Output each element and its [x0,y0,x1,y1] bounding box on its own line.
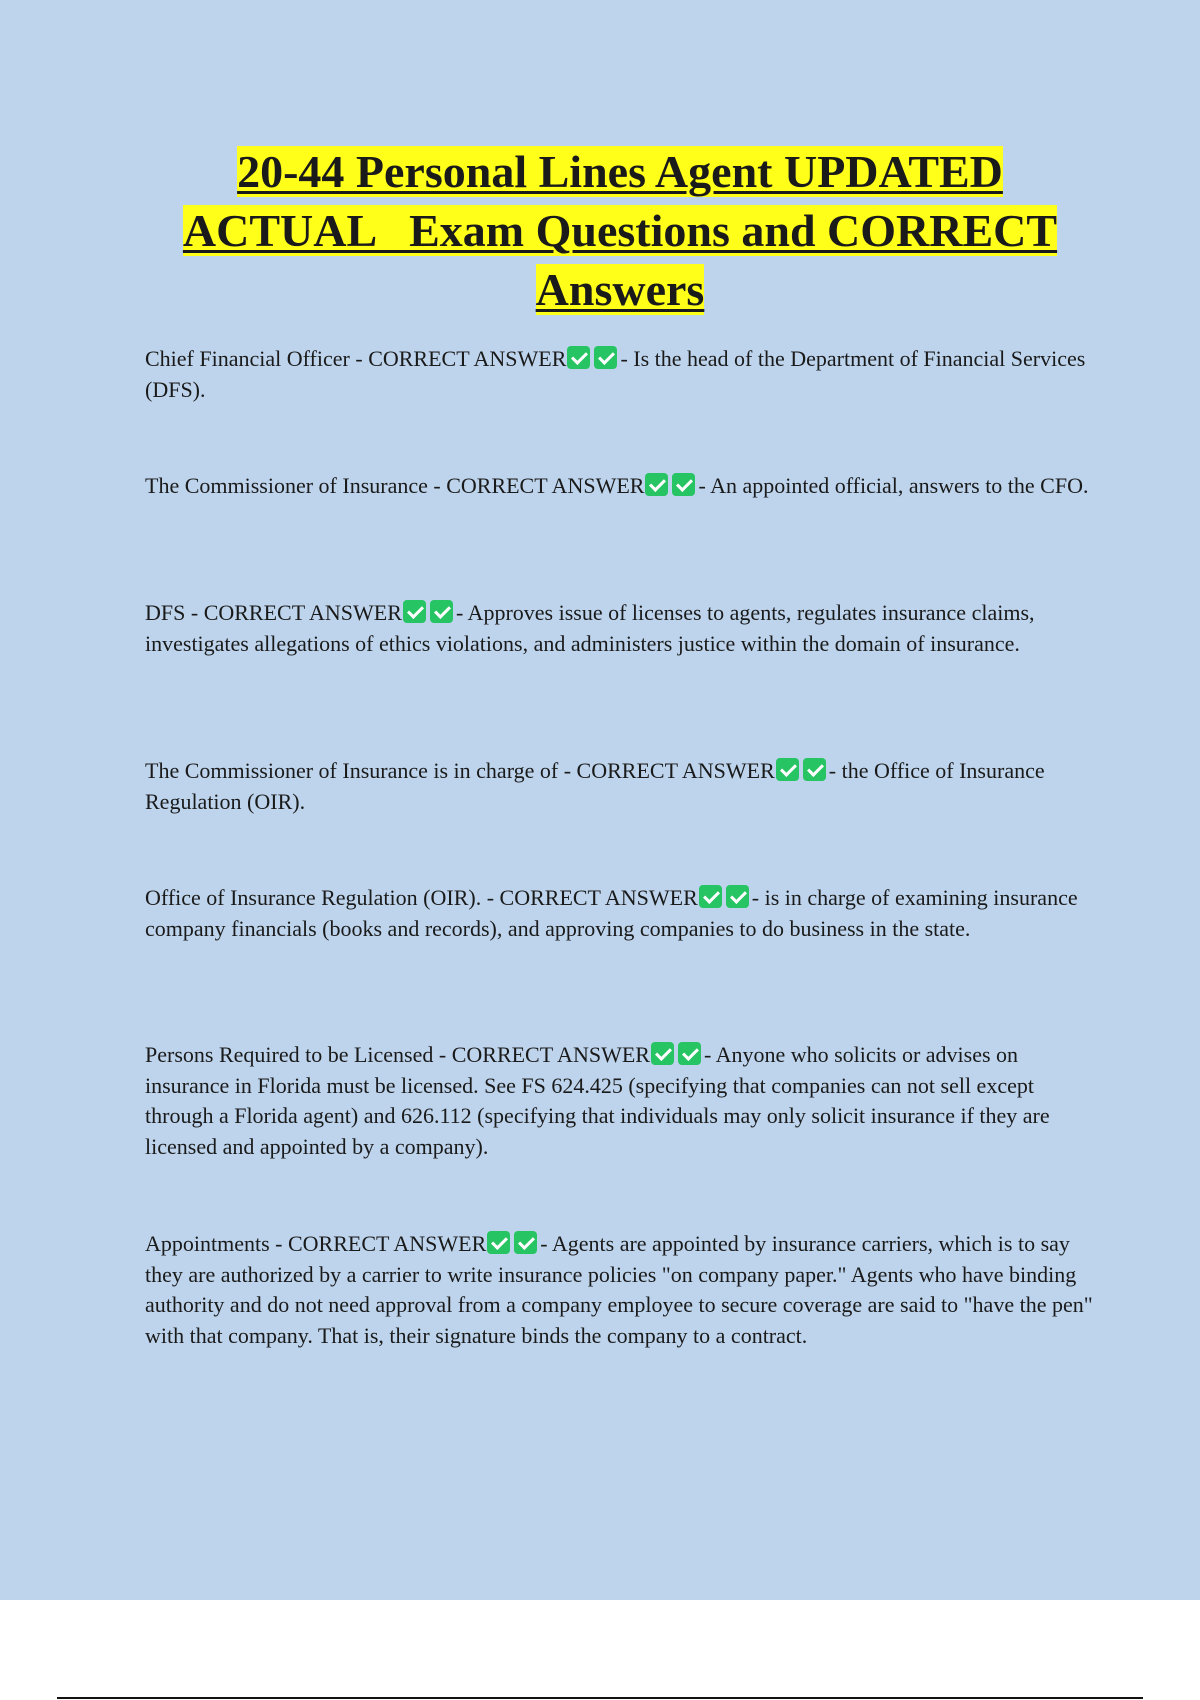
check-box-icon [403,600,426,623]
document-title [130,142,1110,319]
qa-entry-7 [145,1229,1095,1351]
correct-answer-marker: CORRECT ANSWER [451,1042,650,1067]
entry-term: Persons Required to be Licensed - [145,1042,452,1067]
correct-answer-marker: CORRECT ANSWER [288,1231,487,1256]
title-line-3: Answers [535,264,705,315]
correct-answer-marker: CORRECT ANSWER [499,885,698,910]
page-divider [57,1697,1143,1699]
check-box-icon [678,1042,701,1065]
correct-answer-marker: CORRECT ANSWER [203,600,402,625]
entry-answer: - Anyone who solicits or advises on insurance in Florida must be licensed. See FS 624.425 (specifying that companies can not sell except through a Florida agent) and 626.112 (specifying that individuals may only solicit insurance if they are licensed and appointed by a company). [145,1042,1050,1159]
check-box-icon [672,473,695,496]
qa-entry-6 [145,1040,1095,1162]
check-box-icon [726,885,749,908]
title-line-1: 20-44 Personal Lines Agent UPDATED [237,146,1003,197]
check-box-icon [776,758,799,781]
check-box-icon [430,600,453,623]
entry-term: The Commissioner of Insurance is in charge of - [145,758,577,783]
check-box-icon [803,758,826,781]
correct-answer-marker: CORRECT ANSWER [368,346,567,371]
qa-entry-4 [145,756,1095,817]
qa-entry-2 [145,471,1095,502]
qa-entry-5 [145,883,1095,944]
qa-entry-3 [145,598,1095,659]
check-box-icon [487,1231,510,1254]
check-box-icon [514,1231,537,1254]
entry-term: DFS - [145,600,204,625]
entry-answer: - Agents are appointed by insurance carriers, which is to say they are authorized by a carrier to write insurance policies "on company paper." Agents who have binding authority and do not need approval from a company employee to secure coverage are said to "have the pen" with that company. That is, their signature binds the company to a contract. [145,1231,1093,1348]
check-box-icon [651,1042,674,1065]
entry-term: Chief Financial Officer - [145,346,369,371]
entry-answer: - the Office of Insurance Regulation (OIR). [145,758,1045,814]
check-box-icon [645,473,668,496]
title-line-2: ACTUAL Exam Questions and CORRECT [182,205,1058,256]
entry-term: Appointments - [145,1231,288,1256]
entry-answer: - Approves issue of licenses to agents, regulates insurance claims, investigates allegations of ethics violations, and administers justice within the domain of insurance. [145,600,1035,656]
correct-answer-marker: CORRECT ANSWER [446,473,645,498]
check-box-icon [699,885,722,908]
entry-answer: - Is the head of the Department of Financial Services (DFS). [145,346,1086,402]
entry-answer: - An appointed official, answers to the CFO. [698,473,1089,498]
check-box-icon [594,346,617,369]
qa-entry-1 [145,344,1095,405]
correct-answer-marker: CORRECT ANSWER [576,758,775,783]
entry-term: Office of Insurance Regulation (OIR). - [145,885,500,910]
entry-answer: - is in charge of examining insurance company financials (books and records), and approving companies to do business in the state. [145,885,1078,941]
entry-term: The Commissioner of Insurance - [145,473,447,498]
check-box-icon [567,346,590,369]
